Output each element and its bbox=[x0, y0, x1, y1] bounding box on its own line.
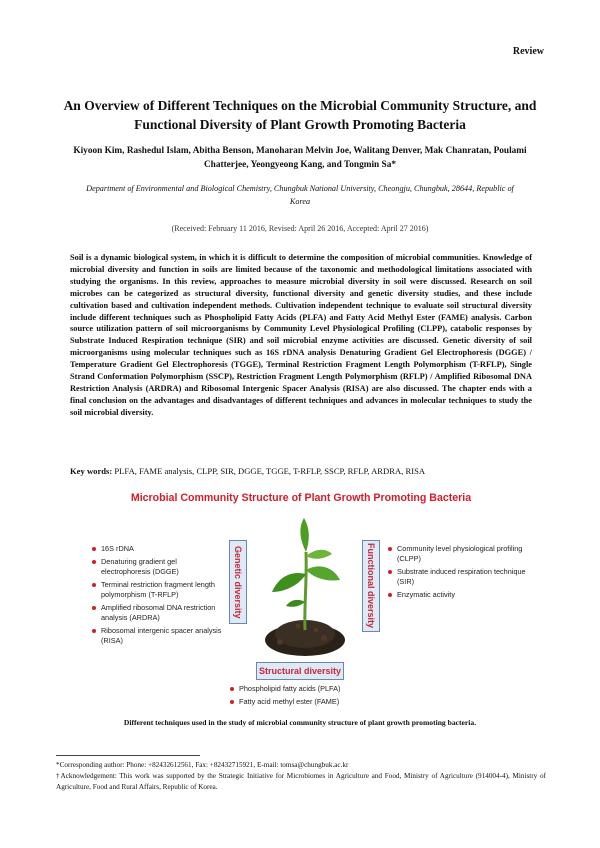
bullet-icon bbox=[92, 606, 96, 610]
genetic-diversity-list bbox=[92, 544, 227, 649]
figure-caption: Different techniques used in the study of microbial community structure of plant growth promoting bacteria. bbox=[123, 718, 477, 727]
bullet-icon bbox=[92, 583, 96, 587]
paper-title: An Overview of Different Techniques on the Microbial Community Structure, and Functional Diversity of Plant Growth Promoting Bacteria bbox=[63, 98, 537, 132]
graphical-abstract-figure bbox=[70, 488, 532, 710]
author-list: Kiyoon Kim, Rashedul Islam, Abitha Benson, Manoharan Melvin Joe, Walitang Denver, Mak Chanratan, Poulami Chatterjee, Yeongyeong Kang, and Tongmin Sa* bbox=[73, 146, 527, 170]
list-item: Terminal restriction fragment length polymorphism (T-RFLP) bbox=[92, 580, 227, 600]
list-item: 16S rDNA bbox=[92, 544, 227, 554]
bullet-icon bbox=[388, 547, 392, 551]
genetic-diversity-label: Genetic diversity bbox=[229, 540, 247, 624]
abstract: Soil is a dynamic biological system, in which it is difficult to determine the composition of microbial communities. Knowledge of microbial diversity and function in soils are limited because of the taxonomic and methodological limitations associated with studying the organisms. In this review, approaches to measure microbial diversity in soil were discussed. Research on soil microbes can be categorized as structural diversity, functional diversity and genetic diversity studies, and these include cultivation based and cultivation independent methods. Cultivation independent technique to evaluate soil structural diversity include different techniques such as Phospholipid Fatty Acids (PLFA) and Fatty Acid Methyl Ester (FAME) analysis. Carbon source utilization pattern of soil microorganisms by Community Level Physiological Profiling (CLPP), catabolic responses by Substrate Induced Respiration technique (SIR) and soil microbial enzyme activities are discussed. Genetic diversity of soil microorganisms using molecular techniques such as 16S rDNA analysis Denaturing Gradient Gel Electrophoresis (DGGE) / Temperature Gradient Gel Electrophoresis (TGGE), Terminal Restriction Fragment Length Polymorphism (T-RFLP), Single Strand Conformation Polymorphism (SSCP), Restriction Fragment Length Polymorphism (RFLP) / Amplified Ribosomal DNA Restriction Analysis (ARDRA) and Ribosomal Intergenic Spacer Analysis (RISA) are also discussed. The chapter ends with a final conclusion on the advantages and disadvantages of different techniques and advances in molecular techniques to study the soil microbial diversity. bbox=[70, 253, 532, 417]
bullet-icon bbox=[92, 629, 96, 633]
bullet-icon bbox=[230, 700, 234, 704]
footnote-divider bbox=[56, 755, 200, 756]
list-item: Amplified ribosomal DNA restriction analysis (ARDRA) bbox=[92, 603, 227, 623]
submission-dates: (Received: February 11 2016, Revised: April 26 2016, Accepted: April 27 2016) bbox=[171, 224, 429, 233]
corresponding-author-note: *Corresponding author: Phone: +82432612561, Fax: +82432715921, E-mail: tomsa@chungbuk.ac.kr bbox=[56, 761, 349, 769]
keywords-text: PLFA, FAME analysis, CLPP, SIR, DGGE, TGGE, T-RFLP, SSCP, RFLP, ARDRA, RISA bbox=[114, 466, 426, 476]
functional-diversity-label: Functional diversity bbox=[362, 540, 380, 632]
list-item: Ribosomal intergenic spacer analysis (RISA) bbox=[92, 626, 227, 646]
bullet-icon bbox=[230, 687, 234, 691]
plant-seedling-icon bbox=[260, 512, 350, 662]
list-item: Substrate induced respiration technique (SIR) bbox=[388, 567, 528, 587]
article-type-label: Review bbox=[512, 46, 544, 57]
list-item: Fatty acid methyl ester (FAME) bbox=[230, 697, 390, 707]
list-item: Denaturing gradient gel electrophoresis (DGGE) bbox=[92, 557, 227, 577]
acknowledgement-note: †Acknowledgement: This work was supported by the Strategic Initiative for Microbiomes in Agriculture and Food, Ministry of Agriculture (914004-4), Ministry of Agriculture, Food and Rural Affairs, Republic of Korea. bbox=[56, 772, 546, 791]
bullet-icon bbox=[388, 570, 392, 574]
keywords bbox=[70, 466, 532, 476]
figure-title: Microbial Community Structure of Plant Growth Promoting Bacteria bbox=[130, 492, 472, 504]
list-item: Enzymatic activity bbox=[388, 590, 528, 600]
structural-diversity-label: Structural diversity bbox=[256, 662, 344, 680]
keywords-label: Key words: bbox=[70, 466, 113, 476]
bullet-icon bbox=[92, 547, 96, 551]
list-item: Phospholipid fatty acids (PLFA) bbox=[230, 684, 390, 694]
affiliation: Department of Environmental and Biological Chemistry, Chungbuk National University, Cheongju, Chungbuk, 28644, Republic of Korea bbox=[86, 184, 514, 206]
structural-diversity-list bbox=[230, 684, 390, 710]
bullet-icon bbox=[92, 560, 96, 564]
bullet-icon bbox=[388, 593, 392, 597]
list-item: Community level physiological profiling (CLPP) bbox=[388, 544, 528, 564]
functional-diversity-list bbox=[388, 544, 528, 603]
